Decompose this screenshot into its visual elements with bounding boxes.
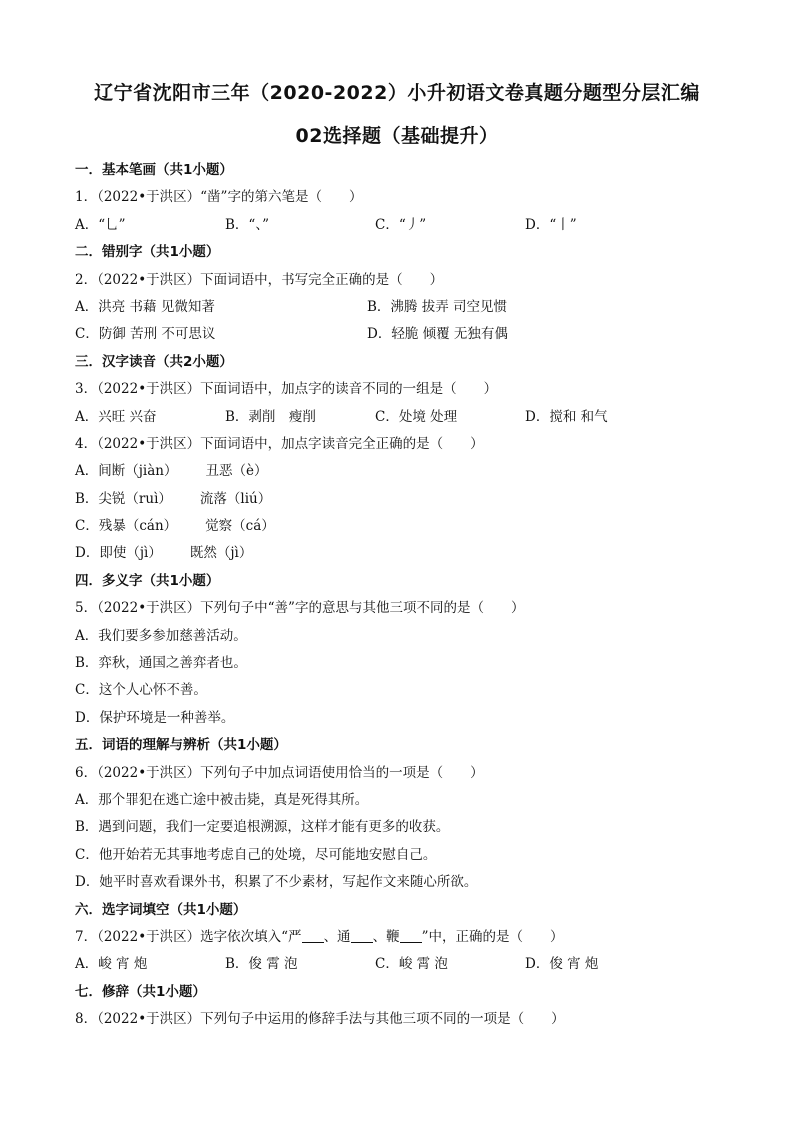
document-subtitle: 02选择题（基础提升） [295, 125, 499, 147]
option-word-1: B．尖锐（ruì） [75, 490, 172, 507]
option-d: D．搅和 和气 [525, 408, 608, 425]
question-stem: 8．（2022•于洪区）下列句子中运用的修辞手法与其他三项不同的一项是（ ） [75, 1011, 565, 1028]
option-c: C．防御 苦刑 不可思议 [75, 326, 216, 343]
option-d [75, 540, 735, 567]
option-b: B．沸腾 拔弄 司空见惯 [367, 298, 508, 315]
fill-blank [400, 928, 422, 943]
question-stem: 5．（2022•于洪区）下列句子中“善”字的意思与其他三项不同的是（ ） [75, 600, 525, 617]
option-d: D．“丨” [525, 216, 577, 233]
option-word-1: C．残暴（cán） [75, 518, 178, 535]
option-c: C．这个人心怀不善。 [75, 682, 207, 699]
option-word-2: 既然（jì） [189, 545, 253, 562]
option-b: B．“、” [225, 216, 269, 233]
question-stem: 3．（2022•于洪区）下面词语中，加点字的读音不同的一组是（ ） [75, 381, 498, 398]
option-c: C．峻 霄 泡 [375, 956, 448, 973]
question-stem: 6．（2022•于洪区）下列句子中加点词语使用恰当的一项是（ ） [75, 764, 484, 781]
option-d: D．她平时喜欢看课外书，积累了不少素材，写起作文来随心所欲。 [75, 874, 478, 891]
option-row [75, 212, 735, 239]
option-a [75, 458, 735, 485]
option-c: C．处境 处理 [375, 408, 458, 425]
section-heading: 五．词语的理解与辨析（共1小题） [75, 737, 287, 754]
option-a: A．峻 宵 炮 [75, 956, 148, 973]
option-word-2: 流落（liú） [199, 490, 272, 507]
option-c: C．“丿” [375, 216, 427, 233]
option-row [75, 294, 735, 321]
question-list [75, 157, 735, 1034]
option-d: D．俊 宵 炮 [525, 956, 599, 973]
option-d: D．轻脆 倾覆 无独有偶 [367, 326, 508, 343]
option-row [75, 951, 735, 978]
section-heading: 二．错别字（共1小题） [75, 244, 220, 261]
option-row [75, 321, 735, 348]
section-heading: 三．汉字读音（共2小题） [75, 353, 233, 370]
section-heading: 七．修辞（共1小题） [75, 983, 206, 1000]
option-c [75, 513, 735, 540]
section-heading: 一．基本笔画（共1小题） [75, 162, 233, 178]
stem-part: ”中，正确的是（ ） [421, 928, 564, 945]
option-a: A．兴旺 兴奋 [75, 408, 157, 425]
option-word-2: 觉察（cá） [205, 518, 275, 535]
option-b: B．弈秋，通国之善弈者也。 [75, 655, 247, 672]
option-c: C．他开始若无其事地考虑自己的处境，尽可能地安慰自己。 [75, 846, 437, 863]
fill-blank [302, 928, 324, 943]
option-a: A．洪亮 书藉 见微知著 [75, 298, 215, 315]
option-b [75, 486, 735, 513]
question-stem: 2．（2022•于洪区）下面词语中，书写完全正确的是（ ） [75, 271, 444, 288]
option-b: B．俊 霄 泡 [225, 956, 298, 973]
option-a: A．那个罪犯在逃亡途中被击毙，真是死得其所。 [75, 791, 369, 808]
fill-blank [351, 928, 373, 943]
option-b: B．遇到问题，我们一定要追根溯源，这样才能有更多的收获。 [75, 819, 450, 836]
stem-part: 7．（2022•于洪区）选字依次填入“严 [75, 928, 302, 945]
question-stem: 1．（2022•于洪区）“凿”字的第六笔是（ ） [75, 189, 363, 206]
section-heading: 四．多义字（共1小题） [75, 572, 220, 589]
option-b: B．剥削 瘦削 [225, 408, 316, 425]
option-a: A．“乚” [75, 216, 126, 233]
option-word-2: 丑恶（è） [205, 463, 268, 480]
question-stem: 4．（2022•于洪区）下面词语中，加点字读音完全正确的是（ ） [75, 435, 484, 452]
option-word-1: D．即使（jì） [75, 545, 162, 562]
document-title: 辽宁省沈阳市三年（2020-2022）小升初语文卷真题分题型分层汇编 [94, 82, 700, 104]
question-stem [75, 924, 735, 951]
stem-part: 、鞭 [372, 928, 400, 945]
option-d: D．保护环境是一种善举。 [75, 709, 235, 726]
option-row [75, 404, 735, 431]
section-heading: 六．选字词填空（共1小题） [75, 901, 247, 918]
stem-part: 、通 [323, 928, 351, 945]
option-word-1: A．间断（jiàn） [75, 463, 178, 480]
option-a: A．我们要多参加慈善活动。 [75, 627, 247, 644]
